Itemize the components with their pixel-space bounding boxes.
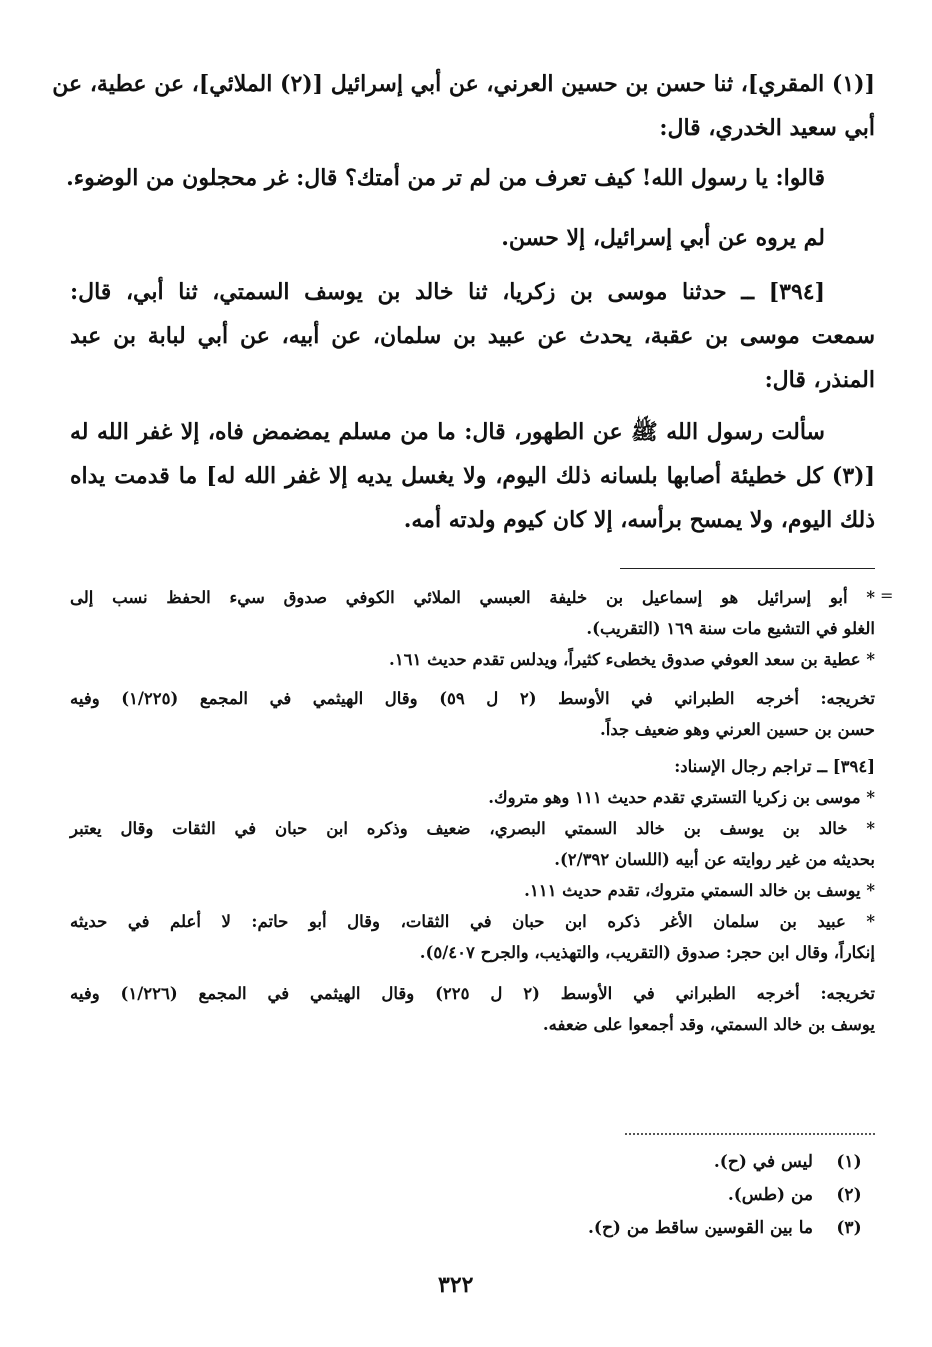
text-line: ذلك اليوم، ولا يمسح برأسه، إلا كان كيوم ولدته أمه. bbox=[403, 507, 875, 533]
notes-group-394-narrators bbox=[70, 751, 875, 968]
note-line: * خالد بن يوسف بن خالد السمتي البصري، ضعيف وذكره ابن حبان في الثقات وقال يعتبر bbox=[70, 819, 875, 838]
notes-group-takhrij-2 bbox=[70, 978, 875, 1040]
page-number: ٣٢٢ bbox=[438, 1272, 474, 1298]
footnotes-separator bbox=[625, 1133, 875, 1135]
note-line: إنكاراً، وقال ابن حجر: صدوق (التقريب، والتهذيب، والجرح ٥/٤٠٧). bbox=[419, 943, 875, 962]
note-line: * عطية بن سعد العوفي صدوق يخطىء كثيراً، ويدلس تقدم حديث ١٦١. bbox=[388, 650, 875, 669]
paragraph-isnad-continuation bbox=[52, 62, 875, 150]
note-line: الغلو في التشيع مات سنة ١٦٩ (التقريب). bbox=[586, 619, 875, 638]
footnote-number: (٣) bbox=[836, 1218, 862, 1238]
footnote-number: (٢) bbox=[836, 1185, 862, 1205]
paragraph-hadith-matn bbox=[66, 156, 875, 200]
note-line: * موسى بن زكريا التستري تقدم حديث ١١١ وهو متروك. bbox=[488, 788, 875, 807]
text-line: [(١) المقري]، ثنا حسن بن حسين العرني، عن أبي إسرائيل [(٢) الملائي]، عن عطية، عن bbox=[52, 71, 875, 97]
text-line: قالوا: يا رسول الله! كيف تعرف من لم تر من أمتك؟ قال: غر محجلون من الوضوء. bbox=[66, 165, 825, 191]
paragraph-hadith-394-matn bbox=[70, 410, 875, 542]
footnote-number: (١) bbox=[836, 1152, 862, 1172]
text-line: لم يروه عن أبي إسرائيل، إلا حسن. bbox=[501, 225, 825, 251]
footnote-item bbox=[430, 1212, 885, 1245]
text-line: أبي سعيد الخدري، قال: bbox=[659, 115, 875, 141]
text-line: سمعت موسى بن عقبة، يحدث عن عبيد بن سلمان، عن أبيه، عن أبي لبابة بن عبد bbox=[70, 323, 875, 349]
text-line: المنذر، قال: bbox=[764, 367, 875, 393]
text-line: [٣٩٤] ــ حدثنا موسى بن زكريا، ثنا خالد بن يوسف السمتي، ثنا أبي، قال: bbox=[70, 279, 825, 305]
note-line: تخريجه: أخرجه الطبراني في الأوسط (٢ ل ٢٢٥) وقال الهيثمي في المجمع (١/٢٢٦) وفيه bbox=[70, 984, 875, 1003]
paragraph-hadith-394-isnad bbox=[70, 270, 875, 402]
editor-notes bbox=[70, 582, 875, 1040]
footnote-item bbox=[430, 1146, 885, 1179]
note-line: * عبيد بن سلمان الأغر ذكره ابن حبان في الثقات، وقال أبو حاتم: لا أعلم في حديثه bbox=[70, 912, 875, 931]
note-line: * أبو إسرائيل هو إسماعيل بن خليفة العبسي الملائي الكوفي صدوق سيء الحفظ نسب إلى bbox=[70, 588, 875, 607]
note-line: [٣٩٤] ــ تراجم رجال الإسناد: bbox=[674, 757, 875, 776]
note-line: حسن بن حسين العرني وهو ضعيف جداً. bbox=[600, 720, 875, 739]
footnote-text: ليس في (ح). bbox=[713, 1152, 813, 1172]
note-line: * يوسف بن خالد السمتي متروك، تقدم حديث ١١١. bbox=[524, 881, 875, 900]
text-line: [(٣) كل خطيئة أصابها بلسانه ذلك اليوم، ولا يغسل يديه إلا غفر الله له] ما قدمت يداه bbox=[70, 463, 875, 489]
footnote-text: من (طس). bbox=[727, 1185, 813, 1205]
text-line: سألت رسول الله ﷺ عن الطهور، قال: ما من مسلم يمضمض فاه، إلا غفر الله له bbox=[70, 419, 825, 445]
note-line: بحديثه من غير روايته عن أبيه (اللسان ٢/٣٩٢). bbox=[554, 850, 875, 869]
note-line: تخريجه: أخرجه الطبراني في الأوسط (٢ ل ٥٩) وقال الهيثمي في المجمع (١/٢٢٥) وفيه bbox=[70, 689, 875, 708]
note-line: يوسف بن خالد السمتي، وقد أجمعوا على ضعفه. bbox=[542, 1015, 875, 1034]
notes-separator bbox=[620, 568, 875, 569]
notes-group-narrators bbox=[70, 582, 875, 675]
paragraph-tabarani-comment bbox=[70, 216, 875, 260]
footnote-text: ما بين القوسين ساقط من (ح). bbox=[588, 1218, 813, 1238]
main-text bbox=[52, 62, 875, 542]
footnotes bbox=[430, 1146, 885, 1245]
notes-group-takhrij-1 bbox=[70, 683, 875, 745]
footnote-item bbox=[430, 1179, 885, 1212]
margin-mark: = bbox=[880, 586, 894, 605]
